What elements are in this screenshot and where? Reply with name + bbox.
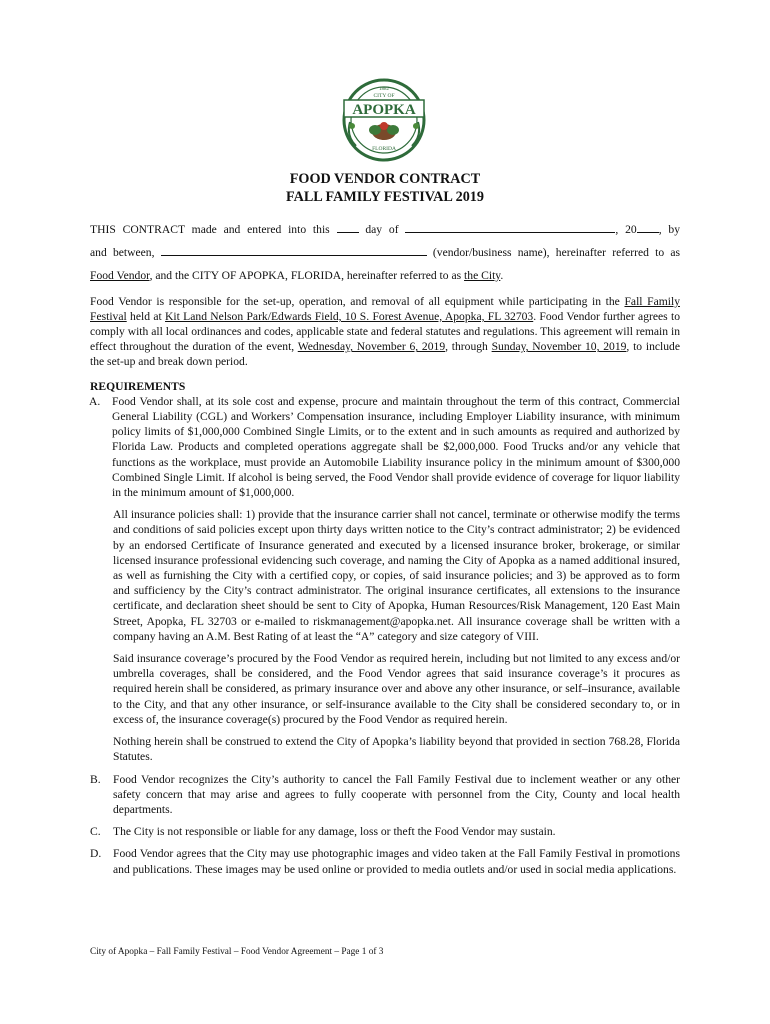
svg-text:FLORIDA: FLORIDA <box>372 146 396 152</box>
vendor-name-field[interactable] <box>161 245 427 256</box>
year-field[interactable] <box>637 222 659 233</box>
requirement-b: B. Food Vendor recognizes the City’s authority to cancel the Fall Family Festival due to inclement weather or any other safety concern that may arise and agrees to fully cooperate with personnel from the City, County and local health departments. <box>90 772 680 816</box>
requirement-a-policies: All insurance policies shall: 1) provide that the insurance carrier shall not cancel, terminate or otherwise modify the terms and conditions of said policies except upon thirty days written notice to the City’s contract administrator; 2) be evidenced by an endorsed Certificate of Insurance generated and executed by a licensed insurance broker, brokerage, or similar licensed insurance professional evidencing such coverage, and naming the City of Apopka as a named additional insured, as well as furnishing the City with a certified copy, or copies, of said insurance policies; and 3) be approved as to form and sufficiency by the City’s contract administrator. The original insurance certificates, all extensions to the insurance certificate, and declaration sheet should be sent to City of Apopka, Human Resources/Risk Management, 120 East Main Street, Apopka, FL 32703 or e-mailed to riskmanagement@apopka.net. All insurance coverage shall be written with a company having an A.M. Best Rating of at least the “A” category and size category of VIII. <box>113 508 680 643</box>
requirement-a-primary: Said insurance coverage’s procured by the Food Vendor as required herein, including but not limited to any excess and/or umbrella coverages, shall be considered, and the Food Vendor agrees that said insurance coverage’s it procures as required herein shall be considered, as primary insurance over and above any other insurance, or self–insurance, available to the City, and that any other insurance, or self-insurance available to the City shall be considered secondary to, or in excess of, the insurance coverage(s) procured by the Food Vendor as required herein. <box>113 652 680 726</box>
contract-body <box>90 222 680 877</box>
intro-line-1: THIS CONTRACT made and entered into this day of , 20 , by <box>90 223 681 236</box>
svg-text:1882: 1882 <box>379 87 389 92</box>
intro-line-2: and between, (vendor/business name), hereinafter referred to as <box>90 246 680 260</box>
requirement-a-liability: Nothing herein shall be construed to extend the City of Apopka’s liability beyond that provided in section 768.28, Florida Statutes. <box>113 735 680 764</box>
requirement-d: D. Food Vendor agrees that the City may use photographic images and video taken at the Fall Family Festival in promotions and publications. These images may be used online or provided to media outlets and/or used in social media applications. <box>90 847 680 876</box>
svg-text:APOPKA: APOPKA <box>352 102 416 118</box>
requirement-c: C. The City is not responsible or liable for any damage, loss or theft the Food Vendor may sustain. <box>90 825 556 839</box>
event-paragraph: Food Vendor is responsible for the set-up, operation, and removal of all equipment while participating in the Fall Family Festival held at Kit Land Nelson Park/Edwards Field, 10 S. Forest Avenue, Apopka, FL 32703. Food Vendor further agrees to comply with all local ordinances and codes, applicable state and federal statutes and regulations. This agreement will remain in effect throughout the duration of the event, Wednesday, November 6, 2019, through Sunday, November 10, 2019, to include the set-up and break down period. <box>90 294 680 369</box>
requirements-heading: REQUIREMENTS <box>90 379 186 393</box>
svg-text:CITY OF: CITY OF <box>373 93 395 99</box>
month-field[interactable] <box>405 222 615 233</box>
requirement-a: A. Food Vendor shall, at its sole cost and expense, procure and maintain throughout the term of this contract, Commercial General Liability (CGL) and Workers’ Compensation insurance, including Employer Liability insurance, with minimum policy limits of $1,000,000 Combined Single Limits, or to the extent and in such amounts as required and authorized by Florida Law. Products and completed operations aggregate shall be $2,000,000. Food Trucks and/or any vehicle that functions as the workplace, must provide an Automobile Liability insurance policy in the minimum amount of $300,000 Combined Single Limit. If alcohol is being served, the Food Vendor shall provide evidence of coverage for liquor liability in the minimum amount of $1,000,000. <box>89 394 680 500</box>
contract-title: FOOD VENDOR CONTRACT <box>289 171 481 187</box>
page-footer: City of Apopka – Fall Family Festival – Food Vendor Agreement – Page 1 of 3 <box>90 947 384 957</box>
intro-line-3: Food Vendor, and the CITY OF APOPKA, FLORIDA, hereinafter referred to as the City. <box>90 269 504 283</box>
city-seal-logo <box>340 76 428 164</box>
contract-subtitle: FALL FAMILY FESTIVAL 2019 <box>285 189 484 205</box>
day-field[interactable] <box>337 222 359 233</box>
